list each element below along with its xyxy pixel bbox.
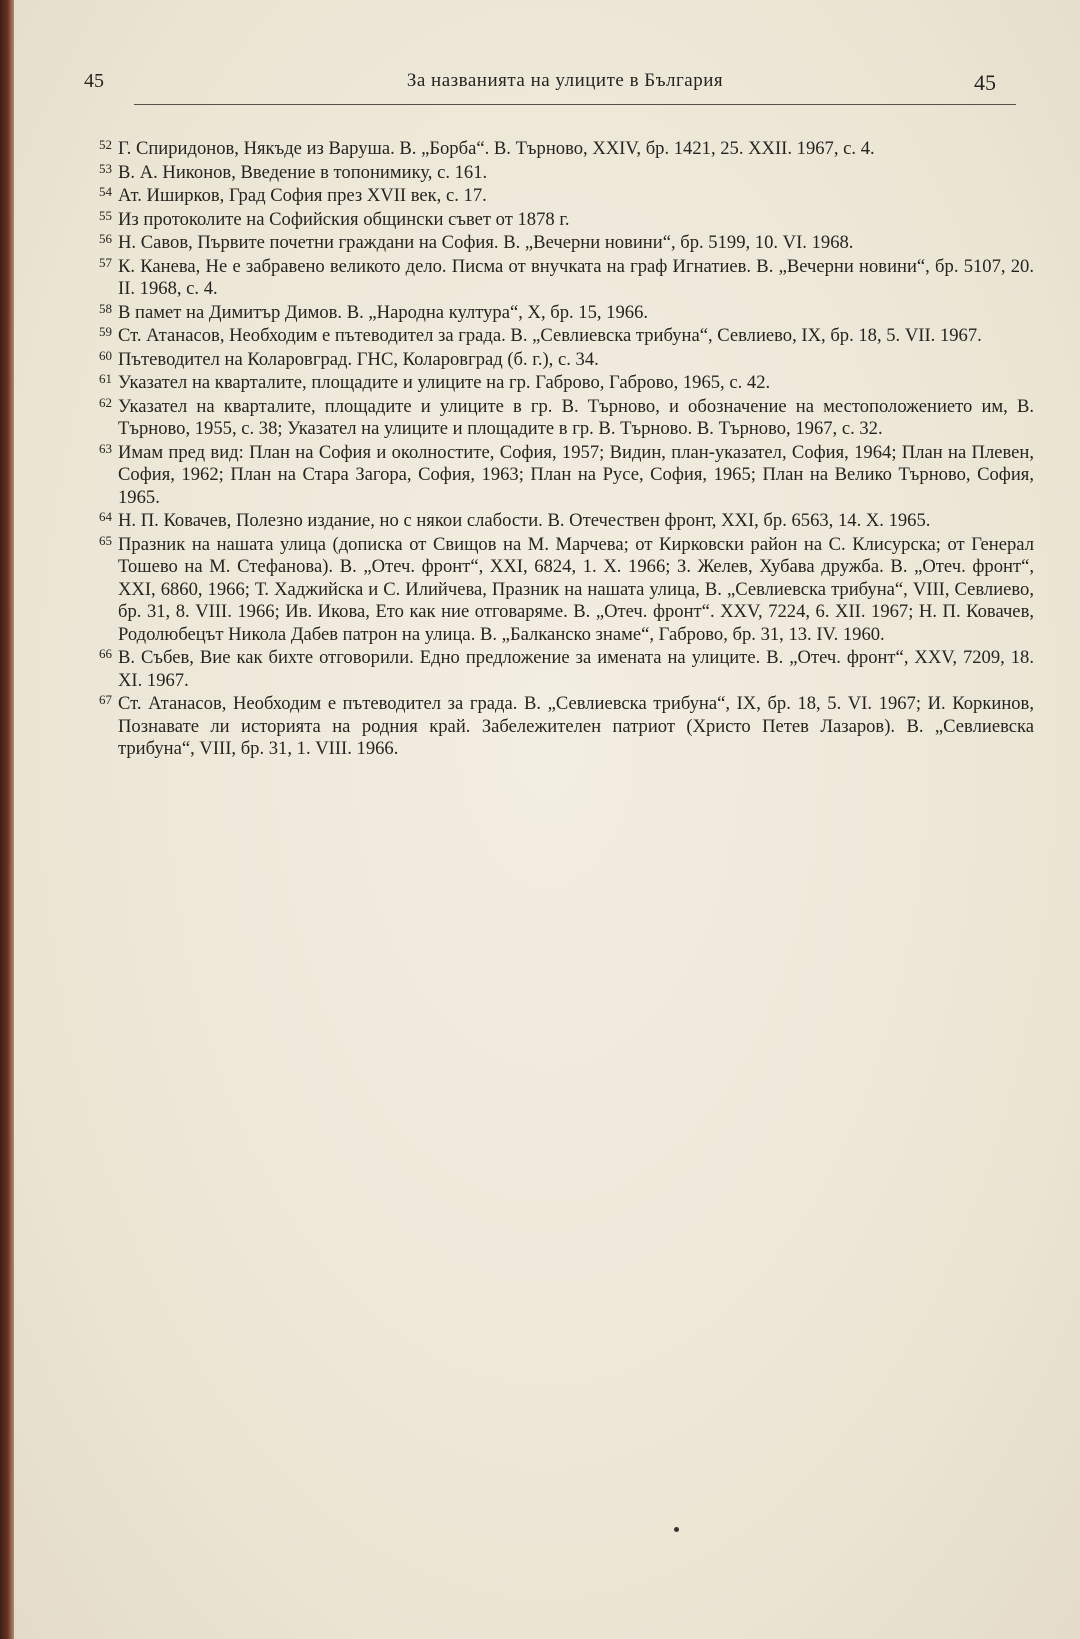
footnote-number: 57 <box>99 254 112 270</box>
footnote <box>68 232 1034 255</box>
footnote-text: Указател на кварталите, площадите и улиците на гр. Габрово, Габрово, 1965, с. 42. <box>118 372 771 393</box>
footnote-text: В. Събев, Вие как бихте отговорили. Едно предложение за имената на улиците. В. „Отеч. фронт“, XXV, 7209, 18. XI. 1967. <box>118 647 1034 691</box>
footnote-text: Ст. Атанасов, Необходим е пътеводител за града. В. „Севлиевска трибуна“, IX, бр. 18, 5. VI. 1967; И. Коркинов, Познавате ли историята на родния край. Забележителен патриот (Христо Петев Лазаров). В. „Севлиевска трибуна“, VIII, бр. 31, 1. VIII. 1966. <box>118 693 1034 759</box>
footnote-number: 52 <box>99 137 112 152</box>
footnote <box>68 138 1034 161</box>
footnote-text: В памет на Димитър Димов. В. „Народна култура“, X, бр. 15, 1966. <box>118 301 649 323</box>
footnote-text: Празник на нашата улица (дописка от Свищов на М. Марчева; от Кирковски район на С. Клисурска; от Генерал Тошево на М. Стефанова). В. „Отеч. фронт“, XXI, 6824, 1. X. 1966; З. Желев, Хубава дружба. В. „Отеч. фронт“, XXI, 6860, 1966; Т. Хаджийска и С. Илийчева, Празник на нашата улица, В. „Севлиевска трибуна“, VIII, Севлиево, бр. 31, 8. VIII. 1966; Ив. Икова, Ето как ние отговаряме. В. „Отеч. фронт“. XXV, 7224, 6. XII. 1967; Н. П. Ковачев, Родолюбецът Никола Дабев патрон на улица. В. „Балканско знаме“, Габрово, бр. 31, 13. IV. 1960. <box>118 533 1034 645</box>
footnote <box>68 442 1034 510</box>
footnote-number: 64 <box>99 509 112 524</box>
footnote <box>68 162 1034 185</box>
page-number-right: 45 <box>974 70 996 95</box>
footnote <box>68 510 1034 533</box>
page-number-left: 45 <box>84 70 104 92</box>
footnote <box>68 647 1034 692</box>
footnote-text: В. А. Никонов, Введение в топонимику, с. 161. <box>118 161 488 183</box>
footnote-number: 63 <box>99 440 112 456</box>
footnote-number: 66 <box>99 646 112 661</box>
footnote <box>68 325 1034 348</box>
footnote-text: Ат. Иширков, Град София през XVII век, с. 17. <box>118 185 487 206</box>
footnote-text: Из протоколите на Софийския общински съвет от 1878 г. <box>118 208 570 230</box>
footnote <box>68 209 1034 232</box>
footnote <box>68 185 1034 208</box>
book-binding-edge <box>0 0 14 1639</box>
running-title: За названията на улиците в България <box>406 70 724 91</box>
footnote <box>68 396 1034 441</box>
page <box>14 0 1080 1639</box>
footnote-text: Н. П. Ковачев, Полезно издание, но с някои слабости. В. Отечествен фронт, XXI, бр. 6563, 14. X. 1965. <box>118 510 931 531</box>
footnote-number: 58 <box>99 300 112 316</box>
footnote-text: Имам пред вид: План на София и околностите, София, 1957; Видин, план-указател, София, 1964; План на Плевен, София, 1962; План на Стара Загора, София, 1963; План на Русе, София, 1965; План на Велико Търново, София, 1965. <box>118 441 1034 508</box>
footnote-number: 67 <box>99 692 112 707</box>
footnote-number: 61 <box>99 371 112 386</box>
footnote-text: К. Канева, Не е забравено великото дело. Писма от внучката на граф Игнатиев. В. „Вечерни новини“, бр. 5107, 20. II. 1968, с. 4. <box>118 255 1034 299</box>
footnote-number: 59 <box>99 324 112 339</box>
ink-speck <box>674 1527 679 1532</box>
running-header <box>84 70 1046 110</box>
footnote-number: 54 <box>99 184 112 199</box>
footnote <box>68 693 1034 761</box>
footnote <box>68 534 1034 647</box>
header-rule <box>134 104 1016 105</box>
footnote-number: 53 <box>99 160 112 176</box>
footnote-text: Указател на кварталите, площадите и улиците в гр. В. Търново, и обозначение на местоположението им, В. Търново, 1955, с. 38; Указател на улиците и площадите в гр. В. Търново. В. Търново, 1967, с. 32. <box>118 395 1034 439</box>
footnote-number: 56 <box>99 231 112 246</box>
footnote-text: Пътеводител на Коларовград. ГНС, Коларовград (б. г.), с. 34. <box>118 348 599 370</box>
footnote <box>68 302 1034 325</box>
footnote <box>68 256 1034 301</box>
footnote-text: Ст. Атанасов, Необходим е пътеводител за града. В. „Севлиевска трибуна“, Севлиево, IX, бр. 18, 5. VII. 1967. <box>118 325 982 346</box>
footnote-text: Н. Савов, Първите почетни граждани на София. В. „Вечерни новини“, бр. 5199, 10. VI. 1968. <box>118 232 854 253</box>
footnote <box>68 349 1034 372</box>
footnotes-list <box>68 138 1034 762</box>
footnote-text: Г. Спиридонов, Някъде из Варуша. В. „Борба“. В. Търново, XXIV, бр. 1421, 25. XXII. 1967, с. 4. <box>118 138 875 159</box>
footnote-number: 62 <box>99 394 112 410</box>
footnote <box>68 372 1034 395</box>
footnote-number: 60 <box>99 347 112 363</box>
footnote-number: 65 <box>99 532 112 548</box>
footnote-number: 55 <box>99 207 112 223</box>
